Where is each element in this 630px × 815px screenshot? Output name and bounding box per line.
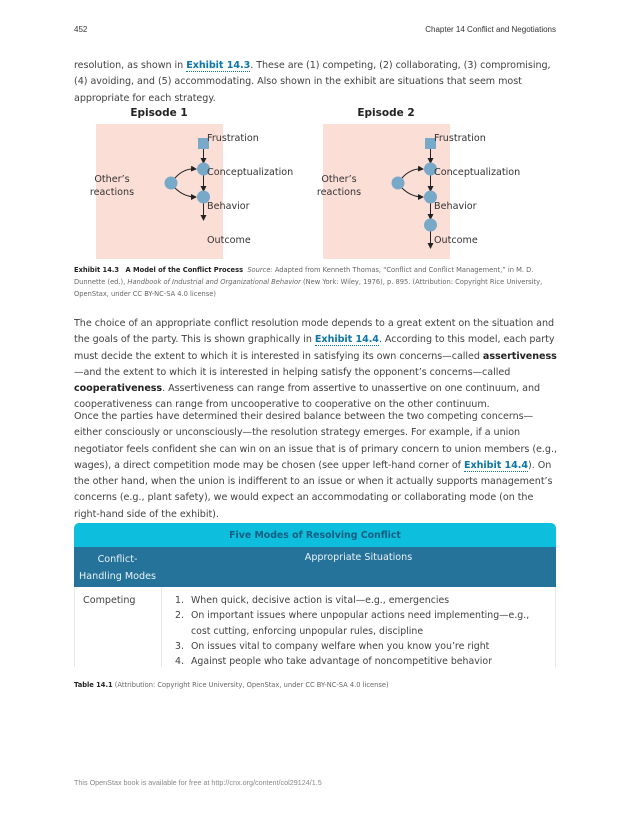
term-assertiveness: assertiveness [482,350,557,362]
term-cooperativeness: cooperativeness [74,383,163,395]
stage-behavior: Behavior [434,201,477,212]
others-reactions-label: Other’s reactions [316,174,362,198]
others-reactions-label: Other’s reactions [89,174,135,198]
stage-outcome: Outcome [434,235,478,246]
episode-1-diagram [74,107,304,257]
stage-frustration: Frustration [207,133,259,144]
list-item: 2. On important issues where unpopular actions need implementing—e.g., cost cutting, enforcing unpopular rules, discipline [175,610,530,637]
exhibit-14-4-link[interactable]: Exhibit 14.4 [314,334,379,346]
episode-title: Episode 1 [130,107,188,119]
table-caption: Table 14.1 (Attribution: Copyright Rice University, OpenStax, under CC BY-NC-SA 4.0 license) [74,681,389,689]
mode-cell: Competing [83,595,136,606]
exhibit-14-4-link[interactable]: Exhibit 14.4 [463,459,528,471]
paragraph-resolution-strategy: Once the parties have determined their desired balance between the two competing concerns—either consciously or unconsciously—the resolution strategy emerges. For example, if a union negotiator feels confident she can win on an issue that is of primary concern to union members (e.g., wages), a direct competition mode may be chosen (see upper left-hand corner of Exhibit 14.4). On the other hand, when the union is indifferent to an issue or when it actually supports management’s concerns (e.g., plant safety), we would expect an accommodating or collaborating mode (on the right-hand side of the exhibit). [74,411,557,520]
table-title: Five Modes of Resolving Conflict [74,523,556,547]
episode-2-diagram [301,107,531,257]
stage-frustration: Frustration [434,133,486,144]
chapter-title: Chapter 14 Conflict and Negotiations [425,25,556,34]
table-label: Table 14.1 [74,681,113,689]
column-header-modes: Conflict- Handling Modes [79,554,156,582]
column-header-situations: Appropriate Situations [304,552,413,563]
stage-conceptualization: Conceptualization [434,167,521,178]
list-item: 1. When quick, decisive action is vital—e.g., emergencies [175,595,450,606]
situations-list [175,593,545,669]
paragraph-conflict-modes: The choice of an appropriate conflict resolution mode depends to a great extent on the situation and the goals of the party. This is shown graphically in Exhibit 14.4. According to this model, each party must decide the extent to which it is interested in satisfying its own concerns—called assertiveness—and the extent to which it is interested in helping satisfy the opponent’s concerns—called cooperativeness. Assertiveness can range from assertive to unassertive on one continuum, and cooperativeness can range from uncooperative to cooperative on the other continuum. [74,318,557,411]
page-footer: This OpenStax book is available for free at http://cnx.org/content/col29124/1.5 [74,778,322,787]
running-header [74,25,556,37]
page-number: 452 [74,25,88,34]
five-modes-table [74,523,556,667]
table-row [74,587,556,667]
exhibit-title: A Model of the Conflict Process [125,266,244,274]
stage-outcome: Outcome [207,235,251,246]
list-item: 3. On issues vital to company welfare when you know you’re right [175,640,490,652]
list-item: 4. Against people who take advantage of noncompetitive behavior [175,656,492,668]
exhibit-label: Exhibit 14.3 [74,266,120,274]
exhibit-14-3-link[interactable]: Exhibit 14.3 [186,60,251,71]
stage-behavior: Behavior [207,201,250,212]
exhibit-caption: Exhibit 14.3 A Model of the Conflict Process Source: Adapted from Kenneth Thomas, “Conflict and Conflict Management,” in M. D. Dunnette (ed.), Handbook of Industrial and Organizational Behavior (New York: Wiley, 1976), p. 895. (Attribution: Copyright Rice University, OpenStax, under CC BY-NC-SA 4.0 license) [74,266,543,298]
column-divider [161,587,162,667]
table-header-row [74,547,556,587]
intro-paragraph: resolution, as shown in Exhibit 14.3. These are (1) competing, (2) collaborating, (3) compromising, (4) avoiding, and (5) accommodating. Also shown in the exhibit are situations that seem most appropriate for each strategy. [74,60,551,104]
episode-title: Episode 2 [357,107,415,119]
stage-conceptualization: Conceptualization [207,167,294,178]
